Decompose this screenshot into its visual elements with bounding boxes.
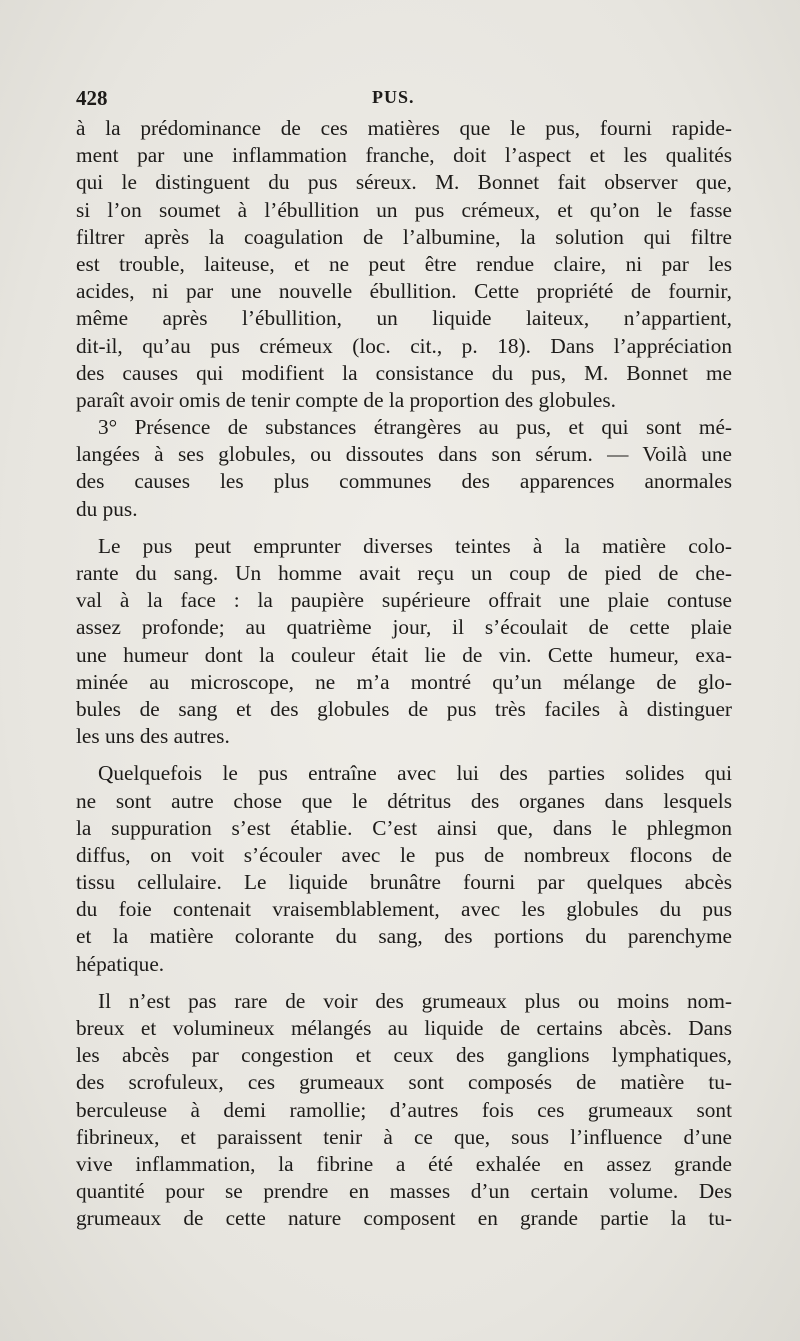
text-line: minée au microscope, ne m’a montré qu’un mélange de glo- — [76, 669, 732, 694]
text-line: les uns des autres. — [76, 724, 230, 749]
text-line: à la prédominance de ces matières que le pus, fourni rapide- — [76, 116, 732, 140]
text-line: une humeur dont la couleur était lie de vin. Cette humeur, exa- — [76, 642, 732, 667]
paragraph — [76, 988, 732, 1233]
text-line: berculeuse à demi ramollie; d’autres fois ces grumeaux sont — [76, 1097, 732, 1122]
text-line: les abcès par congestion et ceux des ganglions lymphatiques, — [76, 1043, 732, 1068]
text-line: acides, ni par une nouvelle ébullition. Cette propriété de fournir, — [76, 279, 732, 304]
text-line: du pus. — [76, 496, 138, 521]
text-line: même après l’ébullition, un liquide laiteux, n’appartient, — [76, 306, 732, 331]
page-number: 428 — [76, 86, 108, 110]
text-line: Quelquefois le pus entraîne avec lui des parties solides qui — [98, 761, 732, 786]
paragraph — [76, 533, 732, 751]
text-line: est trouble, laiteuse, et ne peut être rendue claire, ni par les — [76, 251, 732, 276]
text-line: paraît avoir omis de tenir compte de la proportion des globules. — [76, 387, 616, 412]
text-line: vive inflammation, la fibrine a été exhalée en assez grande — [76, 1151, 732, 1176]
paragraph — [76, 414, 732, 523]
text-line: qui le distinguent du pus séreux. M. Bonnet fait observer que, — [76, 170, 732, 195]
text-line: si l’on soumet à l’ébullition un pus crémeux, et qu’on le fasse — [76, 197, 732, 222]
text-line: grumeaux de cette nature composent en grande partie la tu- — [76, 1206, 732, 1231]
text-line: la suppuration s’est établie. C’est ainsi que, dans le phlegmon — [76, 815, 732, 840]
text-line: tissu cellulaire. Le liquide brunâtre fourni par quelques abcès — [76, 870, 732, 895]
text-line: ment par une inflammation franche, doit l’aspect et les qualités — [76, 143, 732, 168]
paragraph — [76, 760, 732, 978]
text-line: filtrer après la coagulation de l’albumine, la solution qui filtre — [76, 224, 732, 249]
text-line: rante du sang. Un homme avait reçu un coup de pied de che- — [76, 561, 732, 585]
paragraph — [76, 115, 732, 414]
text-line: ne sont autre chose que le détritus des organes dans lesquels — [76, 788, 732, 813]
text-line: breux et volumineux mélangés au liquide de certains abcès. Dans — [76, 1016, 732, 1040]
text-line: quantité pour se prendre en masses d’un certain volume. Des — [76, 1179, 732, 1204]
text-line: val à la face : la paupière supérieure offrait une plaie contuse — [76, 588, 732, 613]
text-line: Il n’est pas rare de voir des grumeaux plus ou moins nom- — [98, 988, 732, 1013]
text-line: bules de sang et des globules de pus très faciles à distinguer — [76, 696, 732, 721]
text-line: langées à ses globules, ou dissoutes dans son sérum. — Voilà une — [76, 442, 732, 467]
text-line: diffus, on voit s’écouler avec le pus de nombreux flocons de — [76, 842, 732, 867]
page-header — [76, 86, 732, 116]
text-line: des causes qui modifient la consistance du pus, M. Bonnet me — [76, 360, 732, 385]
running-head: PUS. — [372, 87, 415, 107]
text-line: hépatique. — [76, 951, 165, 976]
body-text — [76, 115, 732, 1233]
text-line: et la matière colorante du sang, des portions du parenchyme — [76, 924, 732, 949]
text-line: fibrineux, et paraissent tenir à ce que, sous l’influence d’une — [76, 1124, 732, 1149]
text-line: des causes les plus communes des apparences anormales — [76, 469, 732, 494]
text-line: des scrofuleux, ces grumeaux sont composés de matière tu- — [76, 1070, 732, 1095]
text-line: assez profonde; au quatrième jour, il s’écoulait de cette plaie — [76, 615, 732, 640]
text-line: du foie contenait vraisemblablement, avec les globules du pus — [76, 897, 732, 922]
text-line: Le pus peut emprunter diverses teintes à la matière colo- — [98, 533, 732, 558]
text-line: dit-il, qu’au pus crémeux (loc. cit., p. 18). Dans l’appréciation — [76, 333, 732, 358]
text-line: 3° Présence de substances étrangères au pus, et qui sont mé- — [98, 415, 732, 440]
